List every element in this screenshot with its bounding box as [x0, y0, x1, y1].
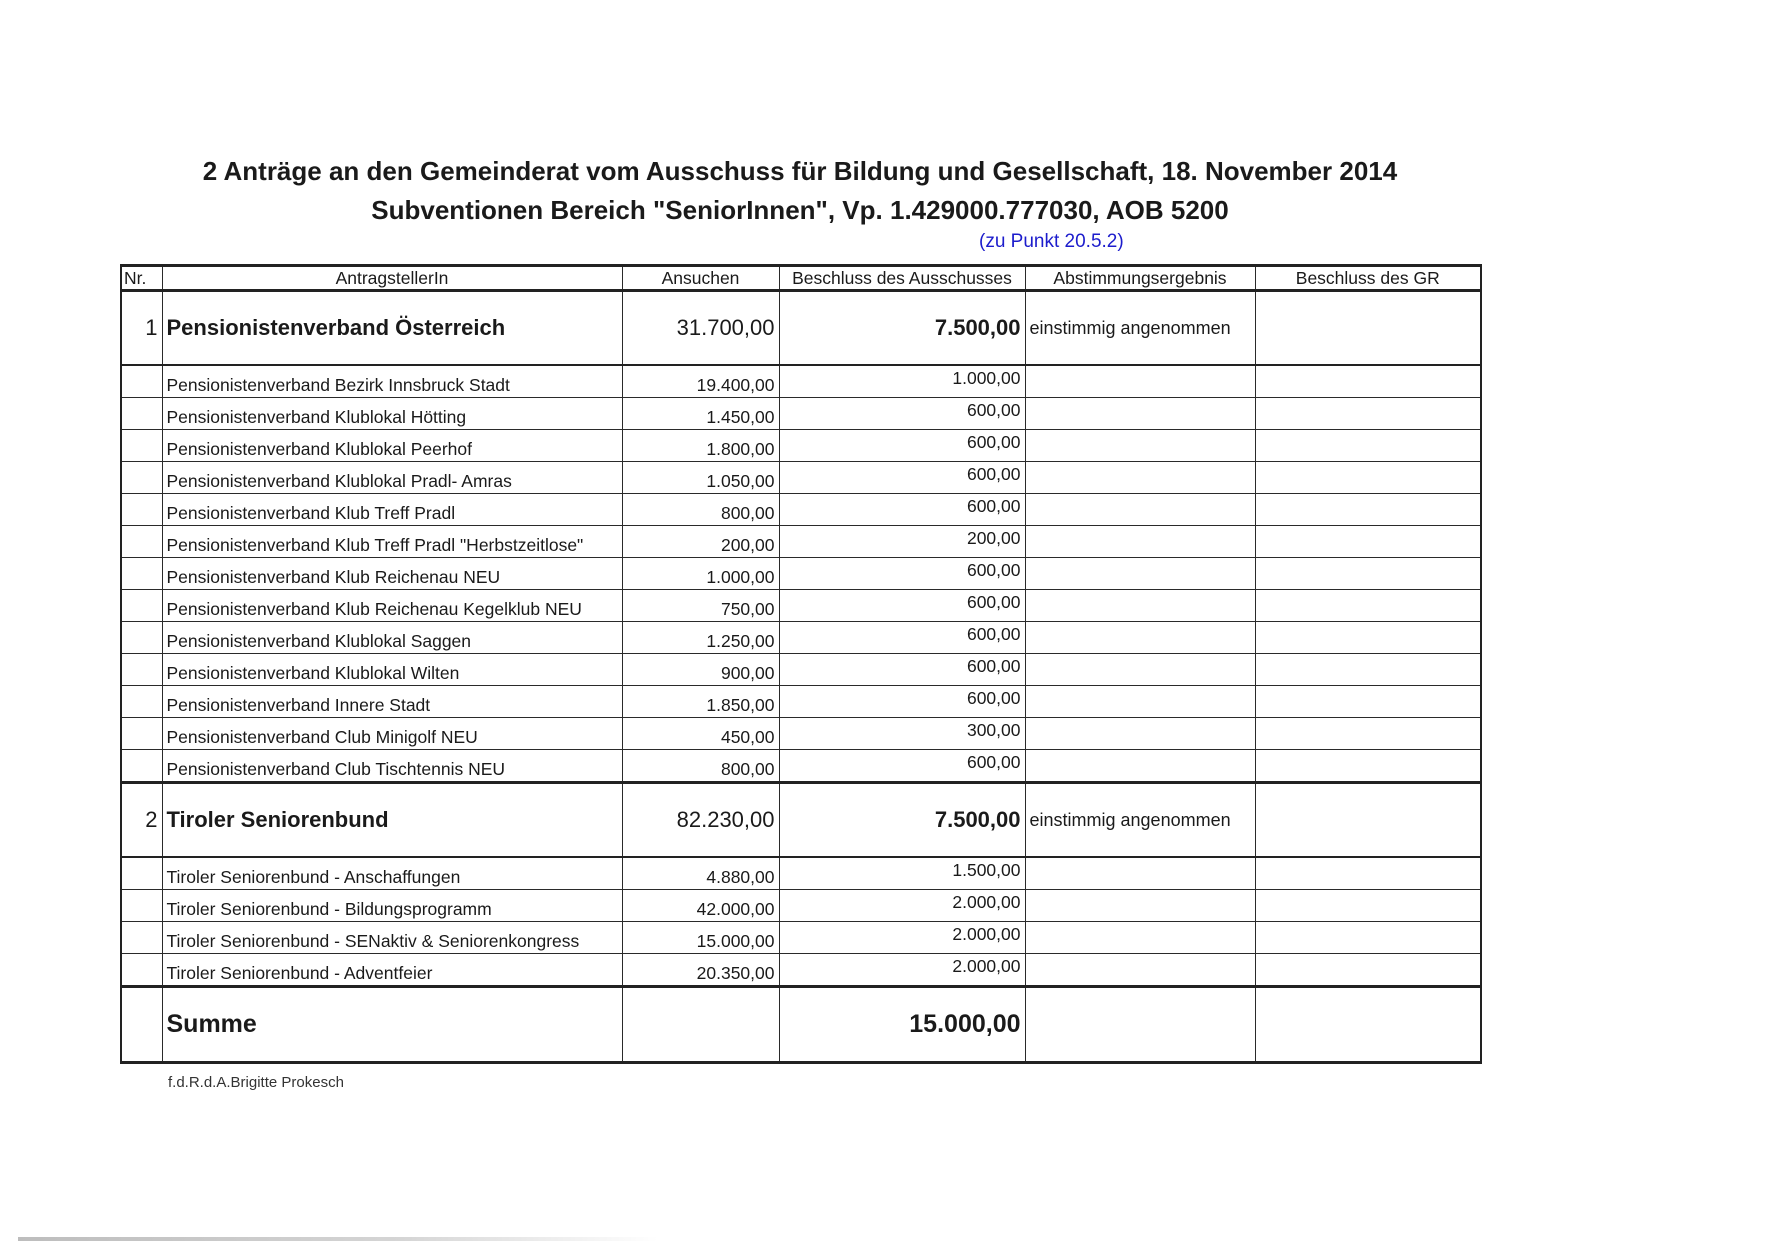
header-council-decision: Beschluss des GR: [1255, 266, 1481, 291]
row-requested: 800,00: [622, 494, 779, 526]
group-vote-result: einstimmig angenommen: [1025, 783, 1255, 858]
row-council-decision: [1255, 558, 1481, 590]
row-committee-decision: 2.000,00: [779, 890, 1025, 922]
row-number: [121, 654, 162, 686]
table-row: [121, 462, 1481, 494]
header-committee-decision: Beschluss des Ausschusses: [779, 266, 1025, 291]
row-council-decision: [1255, 590, 1481, 622]
row-committee-decision: 600,00: [779, 750, 1025, 783]
row-applicant: Tiroler Seniorenbund - SENaktiv & Seniorenkongress: [162, 922, 622, 954]
row-council-decision: [1255, 654, 1481, 686]
table-row: [121, 526, 1481, 558]
row-requested: 1.050,00: [622, 462, 779, 494]
row-vote-result: [1025, 526, 1255, 558]
row-requested: 1.250,00: [622, 622, 779, 654]
row-committee-decision: 300,00: [779, 718, 1025, 750]
row-council-decision: [1255, 857, 1481, 890]
group-council-decision: [1255, 783, 1481, 858]
row-requested: 800,00: [622, 750, 779, 783]
row-number: [121, 622, 162, 654]
row-committee-decision: 1.500,00: [779, 857, 1025, 890]
group-committee-decision: 7.500,00: [779, 291, 1025, 366]
row-committee-decision: 2.000,00: [779, 922, 1025, 954]
row-committee-decision: 600,00: [779, 558, 1025, 590]
row-vote-result: [1025, 558, 1255, 590]
row-applicant: Pensionistenverband Innere Stadt: [162, 686, 622, 718]
total-number: [121, 987, 162, 1063]
total-committee-decision: 15.000,00: [779, 987, 1025, 1063]
total-row: [121, 987, 1481, 1063]
row-vote-result: [1025, 857, 1255, 890]
group-applicant: Tiroler Seniorenbund: [162, 783, 622, 858]
row-number: [121, 890, 162, 922]
row-committee-decision: 600,00: [779, 686, 1025, 718]
row-vote-result: [1025, 890, 1255, 922]
row-committee-decision: 600,00: [779, 398, 1025, 430]
row-number: [121, 430, 162, 462]
row-applicant: Pensionistenverband Bezirk Innsbruck Stadt: [162, 365, 622, 398]
row-number: [121, 718, 162, 750]
row-number: [121, 558, 162, 590]
row-applicant: Tiroler Seniorenbund - Bildungsprogramm: [162, 890, 622, 922]
row-number: [121, 922, 162, 954]
agenda-reference: (zu Punkt 20.5.2): [979, 231, 1124, 252]
group-number: 1: [121, 291, 162, 366]
table-row: [121, 718, 1481, 750]
row-requested: 750,00: [622, 590, 779, 622]
row-committee-decision: 600,00: [779, 654, 1025, 686]
row-council-decision: [1255, 398, 1481, 430]
row-vote-result: [1025, 922, 1255, 954]
total-vote-result: [1025, 987, 1255, 1063]
row-council-decision: [1255, 622, 1481, 654]
row-council-decision: [1255, 922, 1481, 954]
row-committee-decision: 200,00: [779, 526, 1025, 558]
row-requested: 19.400,00: [622, 365, 779, 398]
row-vote-result: [1025, 718, 1255, 750]
table-row: [121, 890, 1481, 922]
row-number: [121, 857, 162, 890]
row-applicant: Pensionistenverband Klub Treff Pradl "Herbstzeitlose": [162, 526, 622, 558]
row-vote-result: [1025, 590, 1255, 622]
row-applicant: Pensionistenverband Klublokal Saggen: [162, 622, 622, 654]
table-row: [121, 398, 1481, 430]
table-row: [121, 654, 1481, 686]
total-requested: [622, 987, 779, 1063]
row-requested: 15.000,00: [622, 922, 779, 954]
row-requested: 1.000,00: [622, 558, 779, 590]
row-committee-decision: 600,00: [779, 430, 1025, 462]
group-requested: 31.700,00: [622, 291, 779, 366]
group-number: 2: [121, 783, 162, 858]
row-vote-result: [1025, 954, 1255, 987]
table-row: [121, 430, 1481, 462]
total-label: Summe: [162, 987, 622, 1063]
signature: f.d.R.d.A.Brigitte Prokesch: [168, 1074, 344, 1091]
header-vote-result: Abstimmungsergebnis: [1025, 266, 1255, 291]
row-committee-decision: 600,00: [779, 622, 1025, 654]
group-requested: 82.230,00: [622, 783, 779, 858]
row-applicant: Tiroler Seniorenbund - Adventfeier: [162, 954, 622, 987]
table-row: [121, 365, 1481, 398]
group-vote-result: einstimmig angenommen: [1025, 291, 1255, 366]
table-row: [121, 750, 1481, 783]
table-header-row: [121, 266, 1481, 291]
row-applicant: Pensionistenverband Club Minigolf NEU: [162, 718, 622, 750]
row-vote-result: [1025, 365, 1255, 398]
row-committee-decision: 600,00: [779, 590, 1025, 622]
row-council-decision: [1255, 750, 1481, 783]
table-row: [121, 494, 1481, 526]
row-requested: 42.000,00: [622, 890, 779, 922]
group-committee-decision: 7.500,00: [779, 783, 1025, 858]
group-row: [121, 291, 1481, 366]
row-applicant: Pensionistenverband Klub Reichenau Kegelklub NEU: [162, 590, 622, 622]
row-number: [121, 494, 162, 526]
group-applicant: Pensionistenverband Österreich: [162, 291, 622, 366]
row-council-decision: [1255, 686, 1481, 718]
table-row: [121, 954, 1481, 987]
row-vote-result: [1025, 430, 1255, 462]
row-council-decision: [1255, 430, 1481, 462]
row-requested: 450,00: [622, 718, 779, 750]
header-nr: Nr.: [121, 266, 162, 291]
row-requested: 1.850,00: [622, 686, 779, 718]
row-applicant: Pensionistenverband Klub Treff Pradl: [162, 494, 622, 526]
row-number: [121, 954, 162, 987]
row-committee-decision: 600,00: [779, 494, 1025, 526]
header-requested: Ansuchen: [622, 266, 779, 291]
row-applicant: Pensionistenverband Klublokal Pradl- Amras: [162, 462, 622, 494]
group-council-decision: [1255, 291, 1481, 366]
document-subtitle: Subventionen Bereich "SeniorInnen", Vp. 1.429000.777030, AOB 5200: [371, 195, 1229, 225]
row-committee-decision: 600,00: [779, 462, 1025, 494]
document-title: 2 Anträge an den Gemeinderat vom Ausschuss für Bildung und Gesellschaft, 18. November 2014: [202, 156, 1398, 186]
row-requested: 1.800,00: [622, 430, 779, 462]
row-applicant: Pensionistenverband Klublokal Hötting: [162, 398, 622, 430]
table-row: [121, 686, 1481, 718]
table-row: [121, 857, 1481, 890]
row-requested: 900,00: [622, 654, 779, 686]
row-council-decision: [1255, 526, 1481, 558]
row-applicant: Pensionistenverband Klub Reichenau NEU: [162, 558, 622, 590]
row-number: [121, 365, 162, 398]
row-number: [121, 526, 162, 558]
row-vote-result: [1025, 686, 1255, 718]
row-vote-result: [1025, 398, 1255, 430]
row-applicant: Pensionistenverband Klublokal Peerhof: [162, 430, 622, 462]
row-council-decision: [1255, 890, 1481, 922]
row-council-decision: [1255, 954, 1481, 987]
row-requested: 1.450,00: [622, 398, 779, 430]
row-committee-decision: 1.000,00: [779, 365, 1025, 398]
row-council-decision: [1255, 365, 1481, 398]
group-row: [121, 783, 1481, 858]
row-number: [121, 398, 162, 430]
row-vote-result: [1025, 654, 1255, 686]
table-row: [121, 622, 1481, 654]
scan-artifact: [18, 1237, 658, 1241]
row-applicant: Pensionistenverband Klublokal Wilten: [162, 654, 622, 686]
row-applicant: Tiroler Seniorenbund - Anschaffungen: [162, 857, 622, 890]
row-vote-result: [1025, 622, 1255, 654]
row-number: [121, 750, 162, 783]
table-row: [121, 922, 1481, 954]
row-requested: 20.350,00: [622, 954, 779, 987]
row-committee-decision: 2.000,00: [779, 954, 1025, 987]
row-vote-result: [1025, 494, 1255, 526]
row-number: [121, 462, 162, 494]
row-council-decision: [1255, 718, 1481, 750]
header-applicant: AntragstellerIn: [162, 266, 622, 291]
table-row: [121, 590, 1481, 622]
row-vote-result: [1025, 462, 1255, 494]
total-council-decision: [1255, 987, 1481, 1063]
row-vote-result: [1025, 750, 1255, 783]
row-number: [121, 686, 162, 718]
row-requested: 200,00: [622, 526, 779, 558]
table-row: [121, 558, 1481, 590]
row-applicant: Pensionistenverband Club Tischtennis NEU: [162, 750, 622, 783]
subsidy-table: [120, 264, 1482, 1064]
row-number: [121, 590, 162, 622]
row-council-decision: [1255, 462, 1481, 494]
row-requested: 4.880,00: [622, 857, 779, 890]
row-council-decision: [1255, 494, 1481, 526]
